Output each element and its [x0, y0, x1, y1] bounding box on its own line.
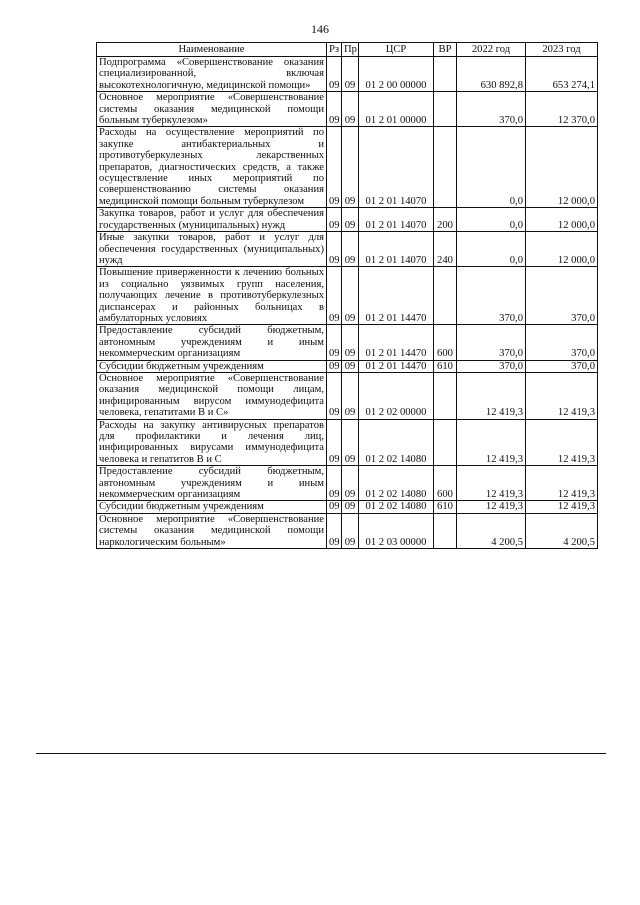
row-name: Закупка товаров, работ и услуг для обеспечения государственных (муниципальных) нужд — [97, 208, 327, 232]
row-csr: 01 2 01 14070 — [359, 208, 434, 232]
header-rz: Рз — [327, 43, 342, 57]
row-2023: 370,0 — [526, 360, 598, 372]
row-pr: 09 — [342, 232, 359, 267]
row-pr: 09 — [342, 57, 359, 92]
row-name: Субсидии бюджетным учреждениям — [97, 360, 327, 372]
table-body — [97, 57, 598, 549]
table-header — [97, 43, 598, 57]
row-pr: 09 — [342, 419, 359, 466]
row-2022: 630 892,8 — [457, 57, 526, 92]
row-rz: 09 — [327, 513, 342, 548]
row-2023: 12 419,3 — [526, 372, 598, 419]
row-name: Подпрограмма «Совершенствование оказания специализированной, включая высокотехнологичную, медицинской помощи» — [97, 57, 327, 92]
row-csr: 01 2 02 14080 — [359, 466, 434, 501]
page-number: 146 — [311, 22, 329, 36]
row-csr: 01 2 02 00000 — [359, 372, 434, 419]
table-row — [97, 372, 598, 419]
row-vr — [434, 419, 457, 466]
row-name: Повышение приверженности к лечению больных из социально уязвимых групп населения, получающих лечение в противотуберкулезных диспансерах и районных больницах в амбулаторных условиях — [97, 267, 327, 325]
table-row — [97, 466, 598, 501]
row-2022: 370,0 — [457, 267, 526, 325]
row-csr: 01 2 02 14080 — [359, 419, 434, 466]
header-row — [97, 43, 598, 57]
row-name: Основное мероприятие «Совершенствование оказания медицинской помощи лицам, инфицированным вирусом иммунодефицита человека, гепатитами В и С» — [97, 372, 327, 419]
row-rz: 09 — [327, 466, 342, 501]
row-2023: 370,0 — [526, 325, 598, 360]
row-rz: 09 — [327, 419, 342, 466]
row-vr: 600 — [434, 325, 457, 360]
row-pr: 09 — [342, 267, 359, 325]
table-row — [97, 513, 598, 548]
row-name: Предоставление субсидий бюджетным, автономным учреждениям и иным некоммерческим организациям — [97, 325, 327, 360]
row-csr: 01 2 02 14080 — [359, 501, 434, 513]
row-pr: 09 — [342, 360, 359, 372]
row-2022: 370,0 — [457, 325, 526, 360]
row-2022: 12 419,3 — [457, 419, 526, 466]
budget-table — [96, 42, 598, 549]
row-pr: 09 — [342, 501, 359, 513]
row-2023: 12 000,0 — [526, 232, 598, 267]
row-2023: 653 274,1 — [526, 57, 598, 92]
row-rz: 09 — [327, 127, 342, 208]
row-2022: 12 419,3 — [457, 501, 526, 513]
row-2023: 12 370,0 — [526, 92, 598, 127]
row-2023: 12 419,3 — [526, 466, 598, 501]
row-name: Предоставление субсидий бюджетным, автономным учреждениям и иным некоммерческим организациям — [97, 466, 327, 501]
row-rz: 09 — [327, 501, 342, 513]
row-vr — [434, 513, 457, 548]
row-csr: 01 2 03 00000 — [359, 513, 434, 548]
row-2023: 12 000,0 — [526, 127, 598, 208]
table-row — [97, 325, 598, 360]
row-csr: 01 2 01 14070 — [359, 232, 434, 267]
row-name: Субсидии бюджетным учреждениям — [97, 501, 327, 513]
row-name: Расходы на осуществление мероприятий по закупке антибактериальных и противотуберкулезных лекарственных препаратов, диагностических средств, а также осуществление иных мероприятий по совершенствованию системы оказания медицинской помощи больным туберкулезом — [97, 127, 327, 208]
row-2023: 12 419,3 — [526, 501, 598, 513]
table-row — [97, 92, 598, 127]
row-rz: 09 — [327, 325, 342, 360]
row-vr: 240 — [434, 232, 457, 267]
table-row — [97, 208, 598, 232]
row-csr: 01 2 01 14470 — [359, 325, 434, 360]
row-2022: 0,0 — [457, 127, 526, 208]
row-csr: 01 2 00 00000 — [359, 57, 434, 92]
row-vr: 610 — [434, 360, 457, 372]
row-vr: 610 — [434, 501, 457, 513]
table-row — [97, 501, 598, 513]
table-row — [97, 232, 598, 267]
row-rz: 09 — [327, 208, 342, 232]
header-2023: 2023 год — [526, 43, 598, 57]
row-name: Основное мероприятие «Совершенствование системы оказания медицинской помощи наркологическим больным» — [97, 513, 327, 548]
row-pr: 09 — [342, 466, 359, 501]
header-pr: Пр — [342, 43, 359, 57]
row-name: Иные закупки товаров, работ и услуг для обеспечения государственных (муниципальных) нужд — [97, 232, 327, 267]
header-2022: 2022 год — [457, 43, 526, 57]
row-2023: 4 200,5 — [526, 513, 598, 548]
row-vr: 600 — [434, 466, 457, 501]
table-row — [97, 267, 598, 325]
row-vr — [434, 127, 457, 208]
row-pr: 09 — [342, 372, 359, 419]
row-2022: 370,0 — [457, 92, 526, 127]
table-row — [97, 419, 598, 466]
row-rz: 09 — [327, 267, 342, 325]
header-vr: ВР — [434, 43, 457, 57]
row-2022: 12 419,3 — [457, 466, 526, 501]
table-row — [97, 57, 598, 92]
row-vr — [434, 372, 457, 419]
row-2023: 370,0 — [526, 267, 598, 325]
row-pr: 09 — [342, 208, 359, 232]
row-2022: 0,0 — [457, 208, 526, 232]
table-row — [97, 360, 598, 372]
header-csr: ЦСР — [359, 43, 434, 57]
row-name: Основное мероприятие «Совершенствование системы оказания медицинской помощи больным туберкулезом» — [97, 92, 327, 127]
row-vr — [434, 57, 457, 92]
row-vr: 200 — [434, 208, 457, 232]
row-rz: 09 — [327, 92, 342, 127]
row-csr: 01 2 01 14070 — [359, 127, 434, 208]
row-vr — [434, 92, 457, 127]
table-row — [97, 127, 598, 208]
row-pr: 09 — [342, 325, 359, 360]
row-2022: 370,0 — [457, 360, 526, 372]
row-pr: 09 — [342, 513, 359, 548]
row-2022: 12 419,3 — [457, 372, 526, 419]
row-pr: 09 — [342, 92, 359, 127]
row-csr: 01 2 01 14470 — [359, 267, 434, 325]
header-name: Наименование — [97, 43, 327, 57]
row-csr: 01 2 01 00000 — [359, 92, 434, 127]
row-name: Расходы на закупку антивирусных препаратов для профилактики и лечения лиц, инфицированных вирусами иммунодефицита человека и гепатитов В и С — [97, 419, 327, 466]
row-2023: 12 419,3 — [526, 419, 598, 466]
row-rz: 09 — [327, 360, 342, 372]
footer-divider — [36, 753, 606, 754]
row-rz: 09 — [327, 372, 342, 419]
row-rz: 09 — [327, 232, 342, 267]
row-vr — [434, 267, 457, 325]
row-csr: 01 2 01 14470 — [359, 360, 434, 372]
row-rz: 09 — [327, 57, 342, 92]
row-2022: 4 200,5 — [457, 513, 526, 548]
row-2022: 0,0 — [457, 232, 526, 267]
row-pr: 09 — [342, 127, 359, 208]
row-2023: 12 000,0 — [526, 208, 598, 232]
